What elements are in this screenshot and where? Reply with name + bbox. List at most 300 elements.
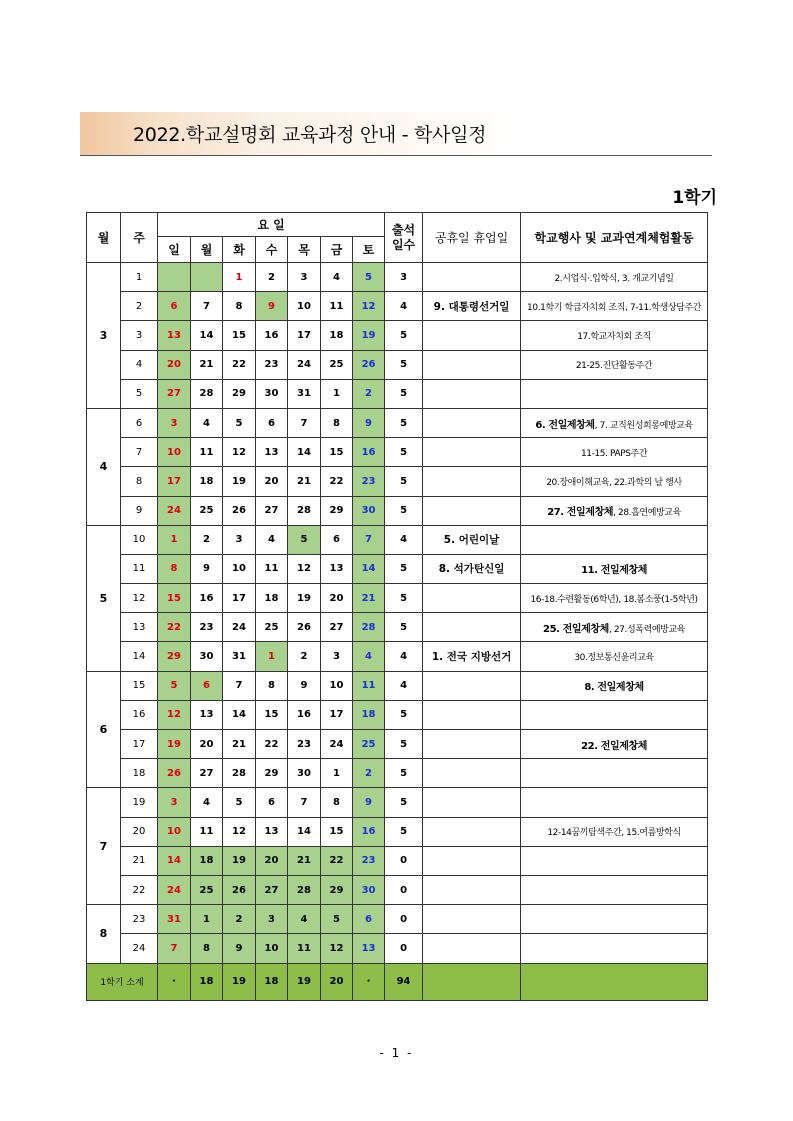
week-cell: 2 (121, 292, 158, 321)
day-cell: 1 (321, 379, 353, 408)
day-cell: 5 (353, 263, 385, 292)
week-cell: 19 (121, 788, 158, 817)
day-cell: 14 (353, 554, 385, 583)
day-cell: 29 (256, 759, 288, 788)
event-text: 16-18.수련활동(6학년), 18.봄소풍(1-5학년) (530, 594, 698, 605)
day-cell: 25 (353, 730, 385, 759)
day-cell: 25 (256, 613, 288, 642)
page-number: - 1 - (379, 1046, 414, 1060)
holiday-cell (423, 379, 521, 408)
day-cell: 27 (321, 613, 353, 642)
table-row (87, 379, 708, 408)
event-text: 2.시업식·.입학식, 3. 개교기념일 (554, 273, 674, 284)
week-cell: 12 (121, 584, 158, 613)
day-cell: 10 (158, 817, 191, 846)
day-cell: 22 (256, 730, 288, 759)
event-cell (521, 292, 708, 321)
week-cell: 18 (121, 759, 158, 788)
day-cell: 28 (223, 759, 256, 788)
day-cell: 9 (223, 934, 256, 963)
day-cell: 3 (223, 525, 256, 554)
day-cell: 7 (223, 671, 256, 700)
day-cell: 1 (321, 759, 353, 788)
day-cell: 21 (191, 350, 223, 379)
event-highlight: 27. 전일제창체 (547, 507, 614, 519)
day-cell: 15 (223, 321, 256, 350)
header-day: 토 (353, 237, 385, 263)
table-row (87, 584, 708, 613)
summary-row (87, 963, 708, 1000)
day-cell: 14 (191, 321, 223, 350)
week-cell: 21 (121, 846, 158, 875)
header-holiday: 공휴일 휴업일 (423, 213, 521, 263)
event-text: 12-14꿈끼탐색주간, 15.여름방학식 (547, 828, 681, 839)
week-cell: 5 (121, 379, 158, 408)
day-cell: 22 (321, 467, 353, 496)
attendance-cell: 5 (385, 496, 423, 525)
day-cell: 22 (158, 613, 191, 642)
holiday-cell: 5. 어린이날 (423, 525, 521, 554)
attendance-cell: 5 (385, 438, 423, 467)
holiday-cell (423, 730, 521, 759)
table-row (87, 730, 708, 759)
day-cell: 22 (321, 846, 353, 875)
event-cell (521, 496, 708, 525)
day-cell: 22 (223, 350, 256, 379)
event-cell (521, 467, 708, 496)
day-cell: 26 (353, 350, 385, 379)
day-cell: 23 (256, 350, 288, 379)
summary-holiday-empty (423, 963, 521, 1000)
day-cell: 10 (256, 934, 288, 963)
table-row (87, 321, 708, 350)
table-row (87, 671, 708, 700)
day-cell: 9 (256, 292, 288, 321)
day-cell: 20 (158, 350, 191, 379)
day-cell: 6 (256, 408, 288, 437)
attendance-cell: 5 (385, 584, 423, 613)
event-cell (521, 613, 708, 642)
day-cell: 28 (353, 613, 385, 642)
day-cell: 24 (288, 350, 321, 379)
table-row (87, 292, 708, 321)
day-cell: 17 (288, 321, 321, 350)
summary-day-cell: · (353, 963, 385, 1000)
event-cell (521, 730, 708, 759)
attendance-cell: 5 (385, 788, 423, 817)
event-highlight: 25. 전일제창체 (543, 623, 609, 635)
event-cell (521, 875, 708, 904)
day-cell: 10 (158, 438, 191, 467)
day-cell: 30 (353, 875, 385, 904)
day-cell: 5 (223, 788, 256, 817)
day-cell: 19 (353, 321, 385, 350)
header-day: 수 (256, 237, 288, 263)
event-cell (521, 408, 708, 437)
day-cell: 27 (191, 759, 223, 788)
holiday-cell (423, 467, 521, 496)
event-cell (521, 584, 708, 613)
week-cell: 15 (121, 671, 158, 700)
day-cell: 15 (158, 584, 191, 613)
table-row (87, 613, 708, 642)
day-cell: 19 (223, 846, 256, 875)
month-cell: 4 (87, 408, 121, 525)
day-cell: 6 (353, 905, 385, 934)
event-cell (521, 759, 708, 788)
week-cell: 23 (121, 905, 158, 934)
month-cell: 6 (87, 671, 121, 788)
table-row (87, 525, 708, 554)
page-title: 2022.학교설명회 교육과정 안내 - 학사일정 (133, 124, 487, 146)
day-cell: 11 (321, 292, 353, 321)
header-day: 화 (223, 237, 256, 263)
attendance-cell: 0 (385, 846, 423, 875)
day-cell: 18 (191, 467, 223, 496)
day-cell: 8 (191, 934, 223, 963)
attendance-cell: 5 (385, 350, 423, 379)
day-cell: 3 (256, 905, 288, 934)
day-cell: 2 (288, 642, 321, 671)
event-cell (521, 788, 708, 817)
day-cell: 29 (158, 642, 191, 671)
day-cell: 28 (288, 875, 321, 904)
week-cell: 3 (121, 321, 158, 350)
event-highlight: 8. 전일제창체 (584, 682, 644, 694)
table-row (87, 934, 708, 963)
week-cell: 11 (121, 554, 158, 583)
day-cell: 2 (191, 525, 223, 554)
header-day: 금 (321, 237, 353, 263)
day-cell: 5 (158, 671, 191, 700)
week-cell: 1 (121, 263, 158, 292)
day-cell: 16 (353, 817, 385, 846)
event-cell (521, 263, 708, 292)
event-cell (521, 438, 708, 467)
day-cell: 11 (288, 934, 321, 963)
day-cell: 23 (353, 846, 385, 875)
day-cell: 6 (158, 292, 191, 321)
event-cell (521, 379, 708, 408)
day-cell: 24 (158, 496, 191, 525)
day-cell: 28 (288, 496, 321, 525)
day-cell: 11 (353, 671, 385, 700)
header-attendance: 출석 일수 (385, 213, 423, 263)
day-cell: 20 (321, 584, 353, 613)
table-row (87, 408, 708, 437)
day-cell: 15 (256, 700, 288, 729)
attendance-cell: 5 (385, 759, 423, 788)
holiday-cell (423, 613, 521, 642)
summary-day-cell: 19 (288, 963, 321, 1000)
attendance-cell: 4 (385, 642, 423, 671)
day-cell: 19 (158, 730, 191, 759)
day-cell: 5 (288, 525, 321, 554)
summary-day-cell: 20 (321, 963, 353, 1000)
day-cell: 4 (256, 525, 288, 554)
attendance-cell: 3 (385, 263, 423, 292)
day-cell: 26 (223, 496, 256, 525)
summary-day-cell: · (158, 963, 191, 1000)
day-cell: 7 (288, 788, 321, 817)
holiday-cell (423, 759, 521, 788)
week-cell: 7 (121, 438, 158, 467)
day-cell: 25 (191, 875, 223, 904)
month-cell: 7 (87, 788, 121, 905)
table-row (87, 788, 708, 817)
day-cell: 24 (223, 613, 256, 642)
attendance-cell: 5 (385, 700, 423, 729)
day-cell: 4 (191, 788, 223, 817)
day-cell: 4 (321, 263, 353, 292)
event-cell (521, 700, 708, 729)
day-cell: 14 (288, 817, 321, 846)
table-row (87, 700, 708, 729)
event-cell (521, 671, 708, 700)
holiday-cell (423, 788, 521, 817)
table-row (87, 846, 708, 875)
event-highlight: 22. 전일제창체 (581, 740, 647, 752)
day-cell: 5 (223, 408, 256, 437)
day-cell: 14 (158, 846, 191, 875)
summary-day-cell: 19 (223, 963, 256, 1000)
day-cell: 20 (191, 730, 223, 759)
holiday-cell: 8. 석가탄신일 (423, 554, 521, 583)
table-row (87, 875, 708, 904)
event-cell (521, 905, 708, 934)
header-day: 월 (191, 237, 223, 263)
day-cell: 2 (223, 905, 256, 934)
day-cell: 9 (288, 671, 321, 700)
day-cell: 21 (353, 584, 385, 613)
attendance-cell: 5 (385, 467, 423, 496)
day-cell: 3 (158, 408, 191, 437)
day-cell: 24 (321, 730, 353, 759)
day-cell: 26 (288, 613, 321, 642)
day-cell: 6 (256, 788, 288, 817)
header-day: 목 (288, 237, 321, 263)
attendance-cell: 5 (385, 613, 423, 642)
week-cell: 4 (121, 350, 158, 379)
holiday-cell (423, 263, 521, 292)
day-cell: 25 (321, 350, 353, 379)
header-day: 일 (158, 237, 191, 263)
attendance-cell: 0 (385, 934, 423, 963)
day-cell: 29 (321, 875, 353, 904)
event-text: 30.정보통신윤리교육 (574, 653, 654, 664)
holiday-cell (423, 700, 521, 729)
day-cell: 27 (158, 379, 191, 408)
day-cell: 15 (321, 817, 353, 846)
day-cell: 10 (223, 554, 256, 583)
event-cell (521, 846, 708, 875)
event-text: , 27.성폭력예방교육 (608, 624, 686, 635)
day-cell: 26 (158, 759, 191, 788)
attendance-cell: 5 (385, 379, 423, 408)
day-cell: 13 (256, 438, 288, 467)
day-cell: 1 (256, 642, 288, 671)
day-cell: 12 (321, 934, 353, 963)
day-cell: 27 (256, 875, 288, 904)
event-cell (521, 525, 708, 554)
attendance-cell: 0 (385, 875, 423, 904)
attendance-cell: 5 (385, 554, 423, 583)
day-cell: 2 (353, 759, 385, 788)
title-rule (80, 155, 712, 156)
holiday-cell (423, 875, 521, 904)
day-cell: 16 (191, 584, 223, 613)
week-cell: 20 (121, 817, 158, 846)
summary-day-cell: 18 (191, 963, 223, 1000)
week-cell: 6 (121, 408, 158, 437)
holiday-cell (423, 934, 521, 963)
day-cell: 21 (288, 846, 321, 875)
summary-attendance: 94 (385, 963, 423, 1000)
day-cell: 11 (191, 817, 223, 846)
header-events: 학교행사 및 교과연계체험활동 (521, 213, 708, 263)
attendance-cell: 5 (385, 321, 423, 350)
event-text: 11-15. PAPS주간 (580, 448, 648, 459)
holiday-cell (423, 408, 521, 437)
day-cell: 7 (353, 525, 385, 554)
table-row (87, 642, 708, 671)
header-month: 월 (87, 213, 121, 263)
day-cell: 14 (288, 438, 321, 467)
day-cell (158, 263, 191, 292)
holiday-cell (423, 350, 521, 379)
day-cell: 4 (191, 408, 223, 437)
day-cell: 1 (191, 905, 223, 934)
event-text: , 7. 교직원성희롱예방교육 (594, 420, 693, 431)
day-cell: 13 (191, 700, 223, 729)
day-cell: 31 (158, 905, 191, 934)
day-cell: 6 (191, 671, 223, 700)
day-cell: 17 (223, 584, 256, 613)
day-cell: 8 (158, 554, 191, 583)
day-cell: 20 (256, 467, 288, 496)
day-cell: 23 (353, 467, 385, 496)
schedule-body (87, 263, 708, 1001)
day-cell: 20 (256, 846, 288, 875)
day-cell: 10 (288, 292, 321, 321)
holiday-cell (423, 817, 521, 846)
table-row (87, 759, 708, 788)
day-cell: 29 (321, 496, 353, 525)
day-cell: 9 (191, 554, 223, 583)
day-cell: 1 (223, 263, 256, 292)
holiday-cell (423, 671, 521, 700)
day-cell: 21 (288, 467, 321, 496)
day-cell: 2 (256, 263, 288, 292)
day-cell: 2 (353, 379, 385, 408)
attendance-cell: 4 (385, 671, 423, 700)
day-cell: 12 (158, 700, 191, 729)
day-cell: 18 (256, 584, 288, 613)
table-row (87, 496, 708, 525)
table-row (87, 554, 708, 583)
semester-label: 1학기 (672, 188, 717, 208)
day-cell: 12 (223, 817, 256, 846)
day-cell: 9 (353, 408, 385, 437)
attendance-cell: 5 (385, 408, 423, 437)
day-cell: 5 (321, 905, 353, 934)
day-cell: 3 (321, 642, 353, 671)
day-cell: 16 (288, 700, 321, 729)
day-cell: 16 (353, 438, 385, 467)
day-cell: 8 (256, 671, 288, 700)
event-text: 20.장애이해교육, 22.과학의 날 행사 (546, 477, 682, 488)
month-cell: 3 (87, 263, 121, 409)
table-row (87, 350, 708, 379)
day-cell: 21 (223, 730, 256, 759)
day-cell: 28 (191, 379, 223, 408)
holiday-cell (423, 584, 521, 613)
day-cell: 30 (256, 379, 288, 408)
day-cell: 3 (158, 788, 191, 817)
day-cell: 9 (353, 788, 385, 817)
day-cell: 25 (191, 496, 223, 525)
event-cell (521, 817, 708, 846)
day-cell (191, 263, 223, 292)
month-cell: 5 (87, 525, 121, 671)
attendance-cell: 0 (385, 905, 423, 934)
day-cell: 30 (288, 759, 321, 788)
day-cell: 12 (353, 292, 385, 321)
month-cell: 8 (87, 905, 121, 963)
day-cell: 18 (353, 700, 385, 729)
table-row (87, 817, 708, 846)
day-cell: 10 (321, 671, 353, 700)
day-cell: 24 (158, 875, 191, 904)
holiday-cell: 9. 대통령선거일 (423, 292, 521, 321)
day-cell: 14 (223, 700, 256, 729)
day-cell: 13 (321, 554, 353, 583)
header-weekday-group: 요 일 (158, 213, 385, 237)
holiday-cell (423, 321, 521, 350)
event-cell (521, 321, 708, 350)
table-row (87, 467, 708, 496)
day-cell: 31 (223, 642, 256, 671)
week-cell: 24 (121, 934, 158, 963)
day-cell: 8 (223, 292, 256, 321)
holiday-cell (423, 438, 521, 467)
day-cell: 13 (256, 817, 288, 846)
day-cell: 17 (158, 467, 191, 496)
day-cell: 17 (321, 700, 353, 729)
day-cell: 3 (288, 263, 321, 292)
day-cell: 19 (223, 467, 256, 496)
attendance-cell: 5 (385, 817, 423, 846)
day-cell: 27 (256, 496, 288, 525)
week-cell: 10 (121, 525, 158, 554)
day-cell: 23 (191, 613, 223, 642)
event-cell (521, 350, 708, 379)
summary-day-cell: 18 (256, 963, 288, 1000)
day-cell: 31 (288, 379, 321, 408)
day-cell: 30 (191, 642, 223, 671)
day-cell: 7 (158, 934, 191, 963)
event-highlight: 11. 전일제창체 (581, 565, 647, 577)
holiday-cell: 1. 전국 지방선거 (423, 642, 521, 671)
event-cell (521, 934, 708, 963)
table-row (87, 438, 708, 467)
day-cell: 13 (353, 934, 385, 963)
week-cell: 8 (121, 467, 158, 496)
summary-label: 1학기 소계 (87, 963, 158, 1000)
day-cell: 6 (321, 525, 353, 554)
week-cell: 9 (121, 496, 158, 525)
week-cell: 22 (121, 875, 158, 904)
